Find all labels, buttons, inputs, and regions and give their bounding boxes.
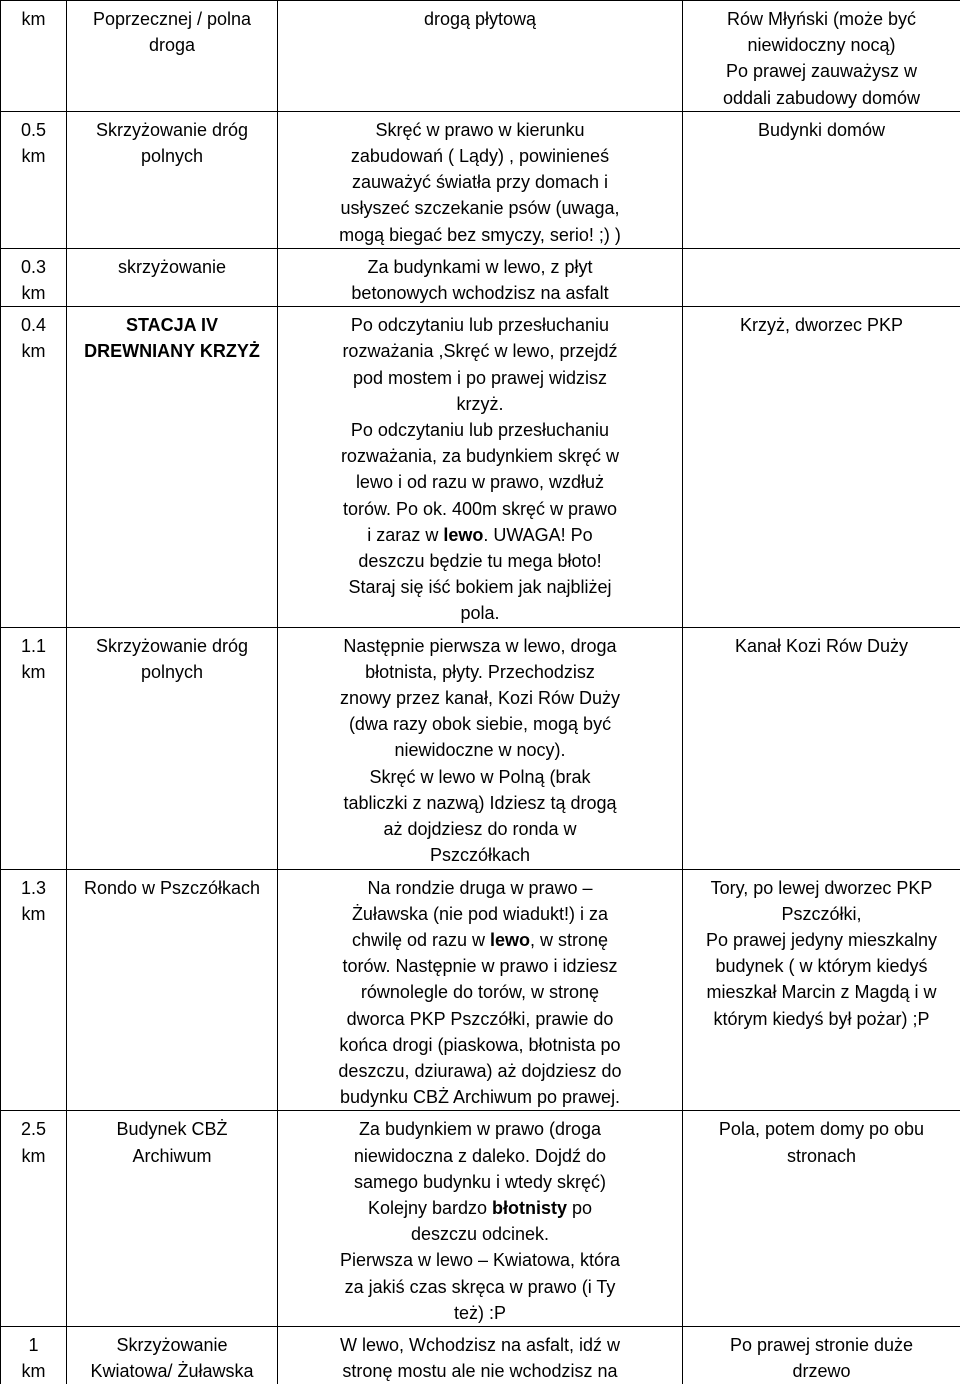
directions-text: Na rondzie druga w prawo – — [282, 875, 678, 901]
place-cell — [67, 869, 278, 1111]
directions-text: W lewo, Wchodzisz na asfalt, idź w — [282, 1332, 678, 1358]
directions-text: usłyszeć szczekanie psów (uwaga, — [282, 195, 678, 221]
landmark-text: Krzyż, dworzec PKP — [687, 312, 956, 338]
table-row — [1, 1111, 960, 1327]
directions-text: , w stronę — [530, 930, 608, 950]
directions-text: Kolejny bardzo — [368, 1198, 492, 1218]
directions-text: pod mostem i po prawej widzisz — [282, 365, 678, 391]
directions-text: deszczu, dziurawa) aż dojdziesz do — [282, 1058, 678, 1084]
directions-cell — [278, 627, 683, 869]
landmark-cell — [683, 111, 960, 248]
directions-text: torów. Po ok. 400m skręć w prawo — [282, 496, 678, 522]
landmark-text: Po prawej zauważysz w — [687, 58, 956, 84]
place-text: Rondo w Pszczółkach — [71, 875, 273, 901]
km-cell — [1, 111, 67, 248]
landmark-text: Tory, po lewej dworzec PKP — [687, 875, 956, 901]
directions-text: zauważyć światła przy domach i — [282, 169, 678, 195]
directions-cell — [278, 307, 683, 627]
directions-text: mogą biegać bez smyczy, serio! ;) ) — [282, 222, 678, 248]
directions-text: Za budynkiem w prawo (droga — [282, 1116, 678, 1142]
place-text: Skrzyżowanie dróg — [71, 633, 273, 659]
landmark-cell — [683, 307, 960, 627]
place-cell — [67, 1, 278, 112]
place-text: polnych — [71, 143, 273, 169]
km-unit: km — [5, 1143, 62, 1169]
directions-text: (dwa razy obok siebie, mogą być — [282, 711, 678, 737]
directions-text: zabudowań ( Lądy) , powinieneś — [282, 143, 678, 169]
directions-text: Pszczółkach — [282, 842, 678, 868]
directions-cell — [278, 1, 683, 112]
directions-text: też) :P — [282, 1300, 678, 1326]
km-unit: km — [5, 280, 62, 306]
place-cell — [67, 307, 278, 627]
directions-text: drogą płytową — [282, 6, 678, 32]
directions-text: deszczu odcinek. — [282, 1221, 678, 1247]
directions-text: krzyż. — [282, 391, 678, 417]
directions-text: Następnie pierwsza w lewo, droga — [282, 633, 678, 659]
directions-text: Za budynkami w lewo, z płyt — [282, 254, 678, 280]
place-text: Kwiatowa/ Żuławska — [71, 1358, 273, 1384]
directions-text: niewidoczne w nocy). — [282, 737, 678, 763]
directions-text: Po odczytaniu lub przesłuchaniu — [282, 417, 678, 443]
km-cell — [1, 248, 67, 306]
km-unit: km — [5, 659, 62, 685]
km-cell — [1, 869, 67, 1111]
directions-text: rozważania ,Skręć w lewo, przejdź — [282, 338, 678, 364]
directions-text: dworca PKP Pszczółki, prawie do — [282, 1006, 678, 1032]
directions-text: lewo i od razu w prawo, wzdłuż — [282, 469, 678, 495]
directions-cell — [278, 1326, 683, 1384]
table-row — [1, 627, 960, 869]
landmark-text: niewidoczny nocą) — [687, 32, 956, 58]
directions-line — [282, 522, 678, 548]
km-value: 0.3 — [5, 254, 62, 280]
km-cell — [1, 1326, 67, 1384]
station-title: STACJA IV — [71, 312, 273, 338]
landmark-text: budynek ( w którym kiedyś — [687, 953, 956, 979]
directions-text: Po odczytaniu lub przesłuchaniu — [282, 312, 678, 338]
landmark-cell — [683, 248, 960, 306]
directions-cell — [278, 869, 683, 1111]
place-text: Archiwum — [71, 1143, 273, 1169]
km-unit: km — [5, 338, 62, 364]
directions-text: aż dojdziesz do ronda w — [282, 816, 678, 842]
table-row — [1, 248, 960, 306]
directions-text: po — [567, 1198, 592, 1218]
km-value: 0.4 — [5, 312, 62, 338]
place-cell — [67, 1326, 278, 1384]
directions-text: rozważania, za budynkiem skręć w — [282, 443, 678, 469]
directions-text: Skręć w prawo w kierunku — [282, 117, 678, 143]
place-text: skrzyżowanie — [71, 254, 273, 280]
landmark-text: Po prawej stronie duże — [687, 1332, 956, 1358]
directions-line — [282, 927, 678, 953]
directions-emphasis: lewo — [443, 525, 483, 545]
km-value: 1.3 — [5, 875, 62, 901]
directions-text: końca drogi (piaskowa, błotnista po — [282, 1032, 678, 1058]
table-row — [1, 307, 960, 627]
landmark-text: Pszczółki, — [687, 901, 956, 927]
km-unit: km — [5, 1358, 62, 1384]
directions-cell — [278, 248, 683, 306]
km-value: 2.5 — [5, 1116, 62, 1142]
place-text: Budynek CBŻ — [71, 1116, 273, 1142]
directions-text: torów. Następnie w prawo i idziesz — [282, 953, 678, 979]
directions-text: Staraj się iść bokiem jak najbliżej — [282, 574, 678, 600]
landmark-cell — [683, 1326, 960, 1384]
directions-text: za jakiś czas skręca w prawo (i Ty — [282, 1274, 678, 1300]
place-text: droga — [71, 32, 273, 58]
km-cell — [1, 1111, 67, 1327]
km-value: 1 — [5, 1332, 62, 1358]
place-cell — [67, 248, 278, 306]
km-value: 1.1 — [5, 633, 62, 659]
place-text: Poprzecznej / polna — [71, 6, 273, 32]
directions-text: budynku CBŻ Archiwum po prawej. — [282, 1084, 678, 1110]
place-text: polnych — [71, 659, 273, 685]
directions-text: znowy przez kanał, Kozi Rów Duży — [282, 685, 678, 711]
directions-text: niewidoczna z daleko. Dojdź do — [282, 1143, 678, 1169]
place-cell — [67, 1111, 278, 1327]
km-unit: km — [5, 143, 62, 169]
directions-text: tabliczki z nazwą) Idziesz tą drogą — [282, 790, 678, 816]
directions-cell — [278, 111, 683, 248]
landmark-cell — [683, 869, 960, 1111]
landmark-text: Kanał Kozi Rów Duży — [687, 633, 956, 659]
place-text: Skrzyżowanie dróg — [71, 117, 273, 143]
table-row — [1, 1326, 960, 1384]
directions-text: równolegle do torów, w stronę — [282, 979, 678, 1005]
directions-emphasis: lewo — [490, 930, 530, 950]
directions-text: stronę mostu ale nie wchodzisz na — [282, 1358, 678, 1384]
table-row — [1, 869, 960, 1111]
place-cell — [67, 111, 278, 248]
directions-text: chwilę od razu w — [352, 930, 490, 950]
table-row — [1, 111, 960, 248]
landmark-text: Rów Młyński (może być — [687, 6, 956, 32]
km-value: 0.5 — [5, 117, 62, 143]
landmark-text: mieszkał Marcin z Magdą i w — [687, 979, 956, 1005]
place-text: Skrzyżowanie — [71, 1332, 273, 1358]
directions-text: . UWAGA! Po — [483, 525, 592, 545]
landmark-text: Budynki domów — [687, 117, 956, 143]
directions-text: Skręć w lewo w Polną (brak — [282, 764, 678, 790]
landmark-text: Po prawej jedyny mieszkalny — [687, 927, 956, 953]
directions-text: betonowych wchodzisz na asfalt — [282, 280, 678, 306]
directions-emphasis: błotnisty — [492, 1198, 567, 1218]
landmark-text: stronach — [687, 1143, 956, 1169]
place-cell — [67, 627, 278, 869]
directions-text: pola. — [282, 600, 678, 626]
station-subtitle: DREWNIANY KRZYŻ — [71, 338, 273, 364]
directions-cell — [278, 1111, 683, 1327]
directions-text: Żuławska (nie pod wiadukt!) i za — [282, 901, 678, 927]
landmark-text: oddali zabudowy domów — [687, 85, 956, 111]
km-cell — [1, 307, 67, 627]
directions-text: deszczu będzie tu mega błoto! — [282, 548, 678, 574]
landmark-text: drzewo — [687, 1358, 956, 1384]
landmark-text: Pola, potem domy po obu — [687, 1116, 956, 1142]
landmark-text: którym kiedyś był pożar) ;P — [687, 1006, 956, 1032]
directions-line — [282, 1195, 678, 1221]
km-cell — [1, 627, 67, 869]
km-value: km — [5, 6, 62, 32]
km-cell — [1, 1, 67, 112]
km-unit: km — [5, 901, 62, 927]
directions-text: i zaraz w — [367, 525, 443, 545]
table-row — [1, 1, 960, 112]
landmark-cell — [683, 1111, 960, 1327]
landmark-cell — [683, 627, 960, 869]
directions-text: błotnista, płyty. Przechodzisz — [282, 659, 678, 685]
directions-text: Pierwsza w lewo – Kwiatowa, która — [282, 1247, 678, 1273]
directions-text: samego budynku i wtedy skręć) — [282, 1169, 678, 1195]
landmark-cell — [683, 1, 960, 112]
